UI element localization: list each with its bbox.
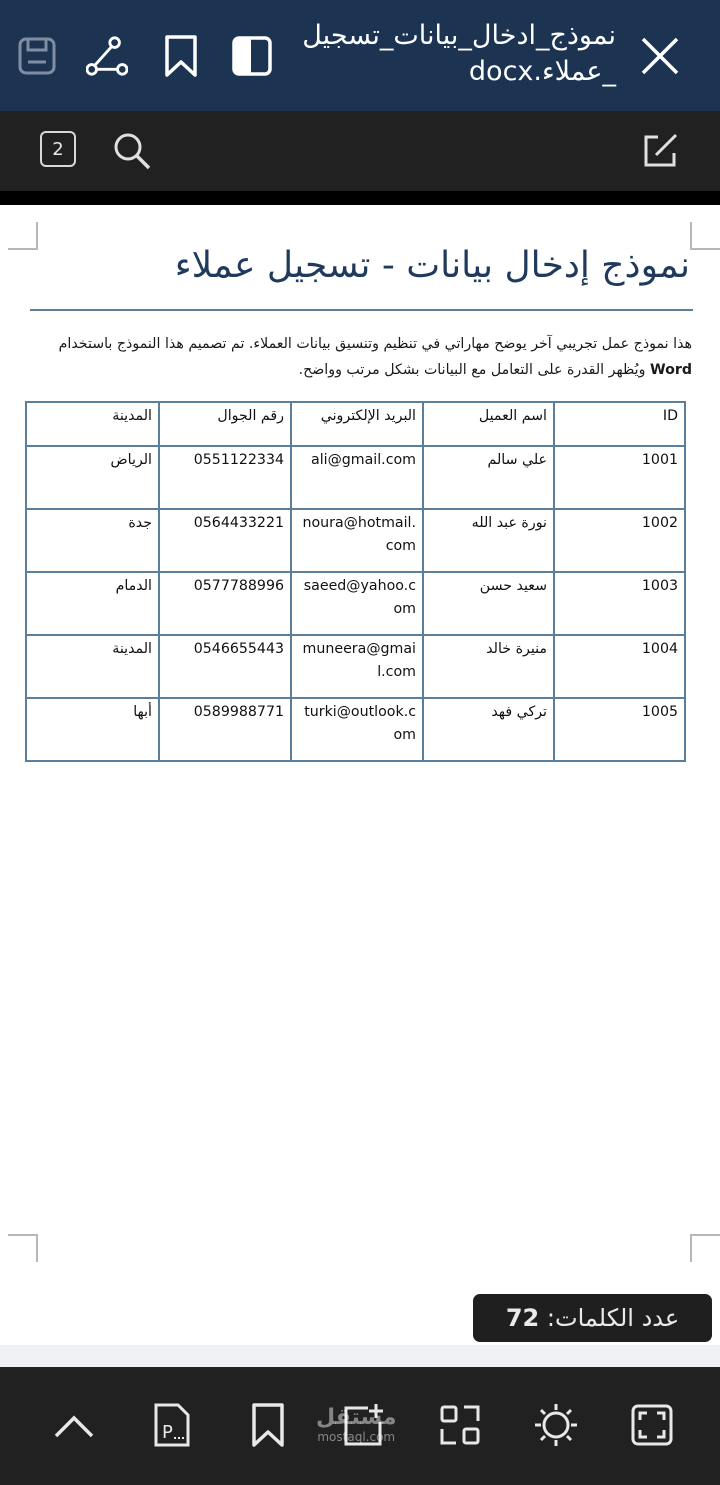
table-cell-phone: 0577788996 xyxy=(159,572,291,635)
page-corner-mark xyxy=(690,1234,720,1262)
intro-text-part2: ويُظهر القدرة على التعامل مع البيانات بشكل مرتب وواضح. xyxy=(298,362,650,378)
search-icon[interactable] xyxy=(112,131,152,171)
watermark-subtext: mostaql.com xyxy=(317,1430,396,1444)
page-gap xyxy=(0,191,720,205)
table-cell-id: 1001 xyxy=(554,446,685,509)
pdf-export-icon[interactable] xyxy=(148,1400,196,1450)
table-cell-city: أبها xyxy=(26,698,159,761)
table-cell-phone: 0546655443 xyxy=(159,635,291,698)
page-count-icon[interactable]: 2 xyxy=(40,131,76,167)
table-row xyxy=(26,698,685,761)
table-cell-name: منيرة خالد xyxy=(423,635,554,698)
table-header-cell: المدينة xyxy=(26,402,159,446)
reading-mode-icon[interactable] xyxy=(231,34,273,78)
heading-divider xyxy=(30,309,693,311)
intro-paragraph xyxy=(52,331,692,383)
table-cell-email: ali@gmail.com xyxy=(291,446,423,509)
table-cell-phone: 0589988771 xyxy=(159,698,291,761)
table-cell-name: علي سالم xyxy=(423,446,554,509)
table-cell-id: 1004 xyxy=(554,635,685,698)
close-icon[interactable] xyxy=(636,34,684,78)
table-cell-name: تركي فهد xyxy=(423,698,554,761)
bookmark-outline-icon[interactable] xyxy=(244,1400,292,1450)
intro-text-word: Word xyxy=(649,362,692,378)
page-bottom-area xyxy=(0,1345,720,1367)
watermark-text: مستقل xyxy=(316,1405,397,1430)
word-count-label: عدد الكلمات: xyxy=(546,1304,680,1332)
layout-icon[interactable] xyxy=(436,1400,484,1450)
svg-text:P: P xyxy=(162,1422,173,1443)
table-cell-city: المدينة xyxy=(26,635,159,698)
table-row xyxy=(26,572,685,635)
word-count-value: 72 xyxy=(505,1304,540,1332)
table-cell-name: سعيد حسن xyxy=(423,572,554,635)
table-row xyxy=(26,509,685,572)
watermark-logo xyxy=(316,1405,396,1444)
table-cell-city: الدمام xyxy=(26,572,159,635)
page-corner-mark xyxy=(690,222,720,250)
brightness-icon[interactable] xyxy=(532,1400,580,1450)
edit-icon[interactable] xyxy=(640,131,680,171)
page-corner-mark xyxy=(8,1234,38,1262)
document-title xyxy=(286,18,616,90)
table-cell-email: turki@outlook.com xyxy=(291,698,423,761)
table-header-cell: البريد الإلكتروني xyxy=(291,402,423,446)
table-cell-email: saeed@yahoo.com xyxy=(291,572,423,635)
table-row xyxy=(26,635,685,698)
document-toolbar xyxy=(0,111,720,191)
share-icon[interactable] xyxy=(86,34,128,78)
table-cell-name: نورة عبد الله xyxy=(423,509,554,572)
table-cell-city: جدة xyxy=(26,509,159,572)
table-header-cell: اسم العميل xyxy=(423,402,554,446)
table-row xyxy=(26,446,685,509)
table-cell-email: muneera@gmail.com xyxy=(291,635,423,698)
customer-table xyxy=(25,401,686,762)
word-count-badge xyxy=(473,1294,712,1342)
table-header-cell: رقم الجوال xyxy=(159,402,291,446)
table-header-row xyxy=(26,402,685,446)
table-cell-phone: 0564433221 xyxy=(159,509,291,572)
table-cell-email: noura@hotmail.com xyxy=(291,509,423,572)
chevron-up-icon[interactable] xyxy=(50,1400,98,1450)
fullscreen-icon[interactable] xyxy=(628,1400,676,1450)
bookmark-icon[interactable] xyxy=(160,34,202,78)
table-cell-phone: 0551122334 xyxy=(159,446,291,509)
table-cell-id: 1005 xyxy=(554,698,685,761)
intro-text-part1: هذا نموذج عمل تجريبي آخر يوضح مهاراتي في تنظيم وتنسيق بيانات العملاء. تم تصميم هذا النموذج باستخدام xyxy=(58,336,692,352)
document-title-line2: _عملاء.docx xyxy=(468,56,616,87)
table-cell-id: 1002 xyxy=(554,509,685,572)
save-icon[interactable] xyxy=(16,34,58,78)
table-cell-id: 1003 xyxy=(554,572,685,635)
document-heading: نموذج إدخال بيانات - تسجيل عملاء xyxy=(174,245,690,286)
table-cell-city: الرياض xyxy=(26,446,159,509)
table-header-cell: ID xyxy=(554,402,685,446)
document-title-line1: نموذج_ادخال_بيانات_تسجيل xyxy=(302,20,616,51)
